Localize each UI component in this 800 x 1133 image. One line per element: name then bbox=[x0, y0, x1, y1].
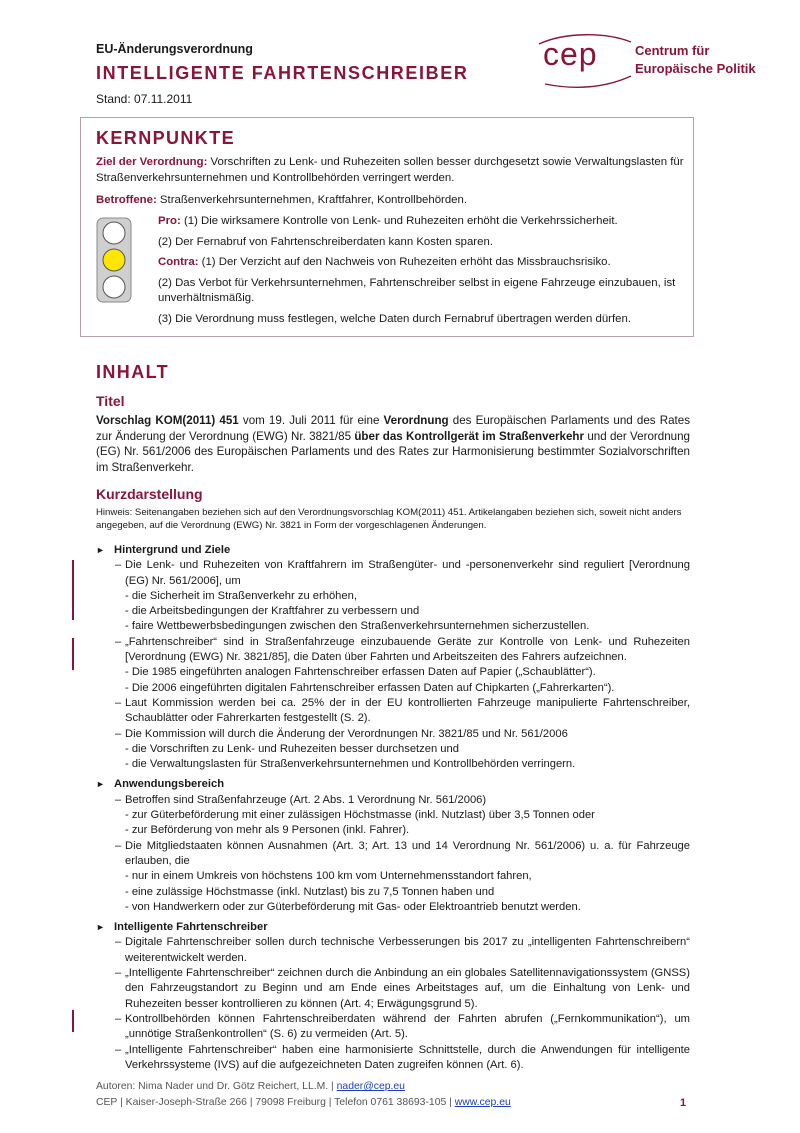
kernpunkte-heading: KERNPUNKTE bbox=[96, 128, 236, 148]
document-date: Stand: 07.11.2011 bbox=[96, 92, 193, 106]
logo-org-name: Centrum für Europäische Politik bbox=[635, 43, 756, 76]
kurzdarstellung-body bbox=[96, 543, 690, 1078]
section-anwendungsbereich: ► Anwendungsbereich – Betroffen sind Straßenfahrzeuge (Art. 2 Abs. 1 Verordnung Nr. 561/2006) - zur Güterbeförderung mit einer zulässigen Höchstmasse (inkl. Nutzlast) über 3,5 Tonnen oder - zur Beförderung von mehr als 9 Personen (inkl. Fahrer). – Die Mitgliedstaaten können Ausnahmen (Art. 3; Art. 13 und 14 Verordnung Nr. 561/2006) u. a. für Fahrzeuge erlauben, die - nur in einem Umkreis von höchstens 100 km vom Unternehmensstandort fahren, - eine zulässige Höchstmasse (inkl. Nutzlast) bis zu 7,5 Tonnen haben und - von Handwerkern oder zur Güterbeförderung mit Gas- oder Elektroantrieb benutzt werden. bbox=[96, 777, 690, 915]
kernpunkte-pro-contra bbox=[158, 214, 688, 327]
document-title: INTELLIGENTE FAHRTENSCHREIBER bbox=[96, 63, 469, 83]
contra-1: Contra: (1) Der Verzicht auf den Nachweis von Ruhezeiten erhöht das Missbrauchsrisiko. bbox=[158, 256, 611, 268]
page-number: 1 bbox=[680, 1097, 687, 1109]
traffic-light-icon bbox=[96, 217, 132, 303]
margin-mark bbox=[72, 638, 74, 670]
pro-2: (2) Der Fernabruf von Fahrtenschreiberdaten kann Kosten sparen. bbox=[158, 235, 493, 248]
cep-logo bbox=[535, 30, 785, 90]
footer-authors: Autoren: Nima Nader und Dr. Götz Reichert, LL.M. | nader@cep.eu bbox=[96, 1081, 405, 1092]
website-link[interactable]: www.cep.eu bbox=[454, 1097, 511, 1108]
margin-mark bbox=[72, 1010, 74, 1032]
margin-mark bbox=[72, 560, 74, 620]
triangle-bullet-icon: ► bbox=[96, 922, 105, 933]
document-category: EU-Änderungsverordnung bbox=[96, 42, 253, 56]
footer-address: CEP | Kaiser-Joseph-Straße 266 | 79098 Freiburg | Telefon 0761 38693-105 | www.cep.eu bbox=[96, 1097, 511, 1108]
kernpunkte-ziel: Ziel der Verordnung: Vorschriften zu Lenk- und Ruhezeiten sollen besser durchgesetzt sowie Verwaltungslasten für Straßenverkehrsunternehmen und Kontrollbehörden verringert werden. bbox=[96, 156, 684, 184]
logo-mark: cep bbox=[543, 36, 598, 72]
inhalt-heading: INHALT bbox=[96, 362, 170, 382]
kurzdarstellung-heading: Kurzdarstellung bbox=[96, 486, 203, 502]
contra-2: (2) Das Verbot für Verkehrsunternehmen, Fahrtenschreiber selbst in eigene Fahrzeuge einzubauen, ist unverhältnismäßig. bbox=[158, 276, 676, 304]
triangle-bullet-icon: ► bbox=[96, 779, 105, 790]
pro-1: Pro: (1) Die wirksamere Kontrolle von Lenk- und Ruhezeiten erhöht die Verkehrssicherheit. bbox=[158, 215, 618, 227]
section-hintergrund: ► Hintergrund und Ziele – Die Lenk- und Ruhezeiten von Kraftfahrern im Straßengüter- und -personenverkehr sind reguliert [Verordnung (EG) Nr. 561/2006], um - die Sicherheit im Straßenverkehr zu erhöhen, - die Arbeitsbedingungen der Kraftfahrer zu verbessern und - faire Wettbewerbsbedingungen zwischen den Straßenverkehrsunternehmen sicherzustellen. – „Fahrtenschreiber“ sind in Straßenfahrzeuge einzubauende Geräte zur Kontrolle von Lenk- und Ruhezeiten [Verordnung (EWG) Nr. 3821/85], die Daten über Fahrten und Arbeitszeiten des Fahrers aufzeichnen. - Die 1985 eingeführten analogen Fahrtenschreiber erfassen Daten auf Papier („Schaublätter“). - Die 2006 eingeführten digitalen Fahrtenschreiber erfassen Daten auf Chipkarten („Fahrerkarten“). – Laut Kommission werden bei ca. 25% der in der EU kontrollierten Fahrzeuge manipulierte Fahrtenschreiber, Schaublätter oder Fahrerkarten festgestellt (S. 2). – Die Kommission will durch die Änderung der Verordnungen Nr. 3821/85 und Nr. 561/2006 - die Vorschriften zu Lenk- und Ruhezeiten besser durchsetzen und - die Verwaltungslasten für Straßenverkehrsunternehmen und Kontrollbehörden verringern. bbox=[96, 543, 690, 772]
email-link[interactable]: nader@cep.eu bbox=[336, 1081, 405, 1092]
section-intelligente-fahrtenschreiber: ► Intelligente Fahrtenschreiber – Digitale Fahrtenschreiber sollen durch technische Verbesserungen bis 2017 zu „intelligenten Fahrtenschreibern“ weiterentwickelt werden. – „Intelligente Fahrtenschreiber“ zeichnen durch die Anbindung an ein globales Satellitennavigationssystem (GNSS) den Fahrzeugstandort zu Beginn und am Ende eines Arbeitstages auf, um die Einhaltung von Lenk- und Ruhezeiten besser kontrollieren zu können (Art. 4; Erwägungsgrund 5). – Kontrollbehörden können Fahrtenschreiberdaten während der Fahrten abrufen („Fernkommunikation“), um „unnötige Straßenkontrollen“ (S. 6) zu vermeiden (Art. 5). – „Intelligente Fahrtenschreiber“ haben eine harmonisierte Schnittstelle, durch die Anwendungen für intelligente Verkehrssysteme (IVS) auf die aufgezeichneten Daten zugreifen können (Art. 6). bbox=[96, 920, 690, 1073]
titel-heading: Titel bbox=[96, 393, 125, 409]
kernpunkte-betroffene: Betroffene: Straßenverkehrsunternehmen, Kraftfahrer, Kontrollbehörden. bbox=[96, 194, 468, 206]
titel-text: Vorschlag KOM(2011) 451 vom 19. Juli 2011 für eine Verordnung des Europäischen Parlaments und des Rates zur Änderung der Verordnung (EWG) Nr. 3821/85 über das Kontrollgerät im Straßenverkehr und der Verordnung (EG) Nr. 561/2006 des Europäischen Parlaments und des Rates zur Harmonisierung bestimmter Sozialvorschriften im Straßenverkehr. bbox=[96, 414, 691, 474]
triangle-bullet-icon: ► bbox=[96, 545, 105, 555]
hinweis-note: Hinweis: Seitenangaben beziehen sich auf den Verordnungsvorschlag KOM(2011) 451. Artikelangaben beziehen sich, soweit nicht anders angegeben, auf die Verordnung (EWG) Nr. 3821 in Form der vorgeschlagenen Änderungen. bbox=[96, 507, 682, 531]
contra-3: (3) Die Verordnung muss festlegen, welche Daten durch Fernabruf übertragen werden dürfen. bbox=[158, 312, 631, 325]
